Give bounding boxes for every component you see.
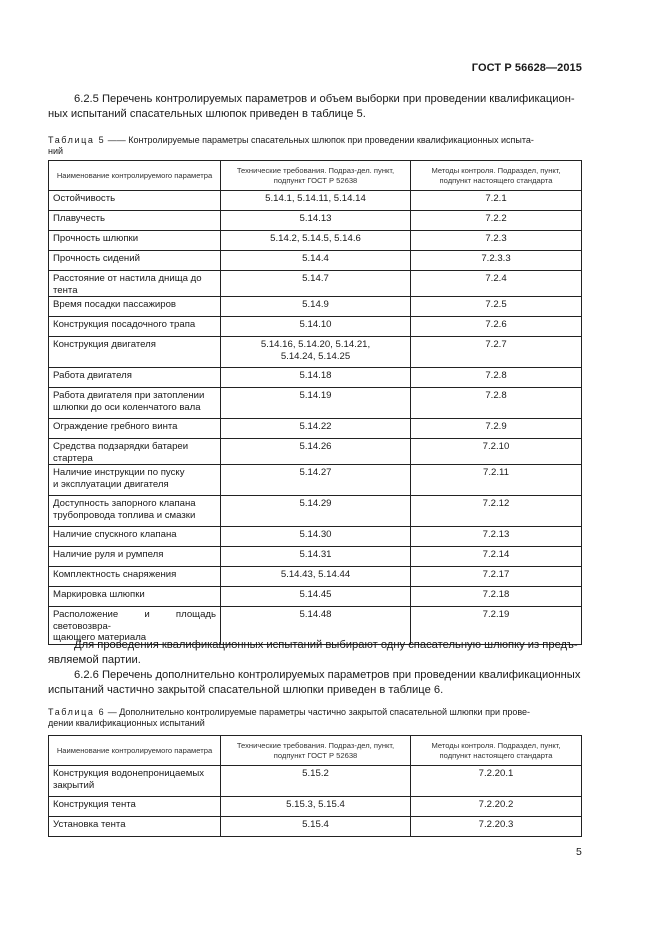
method-cell <box>411 496 582 527</box>
requirements-cell <box>221 567 411 587</box>
param-name-cell <box>49 496 221 527</box>
cell-line: 5.14.13 <box>299 213 332 224</box>
param-name-cell <box>49 527 221 547</box>
requirements-cell <box>221 547 411 567</box>
cell-line: 7.2.3.3 <box>481 253 511 264</box>
method-cell <box>411 337 582 368</box>
table-row <box>49 766 582 797</box>
param-name-cell <box>49 817 221 837</box>
cell-line: 7.2.4 <box>485 273 507 284</box>
param-name-cell <box>49 368 221 388</box>
cell-line: Ограждение гребного винта <box>53 421 178 432</box>
table-6 <box>48 735 582 837</box>
cell-line: 5.14.16, 5.14.20, 5.14.21, <box>260 339 371 350</box>
cell-line: 7.2.18 <box>482 589 510 600</box>
requirements-cell <box>221 817 411 837</box>
table6-header-name: Наименование контролируемого параметра <box>49 736 221 766</box>
method-cell <box>411 797 582 817</box>
method-cell <box>411 251 582 271</box>
cell-line: Средства подзарядки батареи стартера <box>53 441 189 464</box>
param-name-cell <box>49 317 221 337</box>
param-name-cell <box>49 547 221 567</box>
cell-line: Наличие инструкции по пуску <box>53 467 185 478</box>
cell-line: 5.14.27 <box>299 467 332 478</box>
table6-caption: Таблица 6 — Дополнительно контролируемые параметры частично закрытой спасательной шлюпки при прове- дении квалификационных испытаний <box>48 707 531 728</box>
cell-line: Прочность шлюпки <box>53 233 139 244</box>
standard-designation: ГОСТ Р 56628—2015 <box>471 62 582 74</box>
cell-line: 7.2.1 <box>485 193 507 204</box>
table-row <box>49 465 582 496</box>
cell-line: 5.14.9 <box>302 299 329 310</box>
table6-header-methods: Методы контроля. Подраздел, пункт, подпункт настоящего стандарта <box>411 736 582 766</box>
paragraph-6-2-5: 6.2.5 Перечень контролируемых параметров и объем выборки при проведении квалификацион- ных испытаний спасательных шлюпок приведен в таблице 5. <box>48 93 575 120</box>
table6-header-requirements: Технические требования. Подраз-дел, пункт, подпункт ГОСТ Р 52638 <box>221 736 411 766</box>
table-row <box>49 211 582 231</box>
cell-line: 5.14.48 <box>299 609 332 620</box>
paragraph-6-2-6: 6.2.6 Перечень дополнительно контролируемых параметров при проведении квалификационных испытаний частично закрытой спасательной шлюпки приведен в таблице 6. <box>48 669 581 696</box>
cell-line: 5.14.26 <box>299 441 332 452</box>
paragraph-sample-choice: Для проведения квалификационных испытаний выбирают одну спасательную шлюпку из предъ- являемой партии. <box>48 639 578 666</box>
param-name-cell <box>49 567 221 587</box>
cell-line: 5.14.18 <box>299 370 332 381</box>
table-row <box>49 439 582 465</box>
requirements-cell <box>221 388 411 419</box>
param-name-cell <box>49 251 221 271</box>
table5-header-requirements: Технические требования. Подраз-дел. пункт, подпункт ГОСТ Р 52638 <box>221 161 411 191</box>
param-name-cell <box>49 388 221 419</box>
cell-line: шлюпки до оси коленчатого вала <box>53 401 201 413</box>
cell-line: 7.2.19 <box>482 609 510 620</box>
cell-line: 7.2.8 <box>485 390 507 401</box>
cell-line: 5.14.22 <box>299 421 332 432</box>
param-name-cell <box>49 797 221 817</box>
param-name-cell <box>49 297 221 317</box>
cell-line: Комплектность снаряжения <box>53 569 177 580</box>
method-cell <box>411 191 582 211</box>
cell-line: 7.2.8 <box>485 370 507 381</box>
table-row <box>49 419 582 439</box>
cell-line: 7.2.17 <box>482 569 510 580</box>
cell-line: трубопровода топлива и смазки <box>53 509 196 521</box>
table5-header-methods: Методы контроля. Подраздел, пункт, подпункт настоящего стандарта <box>411 161 582 191</box>
param-name-cell <box>49 439 221 465</box>
cell-line: 7.2.20.2 <box>478 799 514 810</box>
cell-line: Конструкция посадочного трапа <box>53 319 196 330</box>
param-name-cell <box>49 465 221 496</box>
param-name-cell <box>49 211 221 231</box>
requirements-cell <box>221 766 411 797</box>
cell-line: Прочность сидений <box>53 253 140 264</box>
cell-line: 7.2.14 <box>482 549 510 560</box>
table-row <box>49 547 582 567</box>
method-cell <box>411 297 582 317</box>
requirements-cell <box>221 368 411 388</box>
table5-caption: Таблица 5 —— Контролируемые параметры спасательных шлюпок при проведении квалификационных испыта- ний <box>48 135 534 156</box>
table-row <box>49 587 582 607</box>
cell-line: Наличие руля и румпеля <box>53 549 164 560</box>
cell-line: 5.15.3, 5.15.4 <box>286 799 345 810</box>
requirements-cell <box>221 797 411 817</box>
method-cell <box>411 317 582 337</box>
cell-line: 7.2.9 <box>485 421 507 432</box>
cell-line: Конструкция тента <box>53 799 136 810</box>
requirements-cell <box>221 419 411 439</box>
requirements-cell <box>221 337 411 368</box>
requirements-cell <box>221 271 411 297</box>
param-name-cell <box>49 271 221 297</box>
cell-line: 7.2.13 <box>482 529 510 540</box>
param-name-cell <box>49 231 221 251</box>
cell-line: 7.2.12 <box>482 498 510 509</box>
requirements-cell <box>221 465 411 496</box>
method-cell <box>411 766 582 797</box>
requirements-cell <box>221 317 411 337</box>
table-row <box>49 527 582 547</box>
table-row <box>49 251 582 271</box>
cell-line: Плавучесть <box>53 213 106 224</box>
table-row <box>49 317 582 337</box>
cell-line: щающего материала <box>53 632 147 643</box>
cell-line: 7.2.5 <box>485 299 507 310</box>
table-row <box>49 388 582 419</box>
method-cell <box>411 465 582 496</box>
table5-header-name: Наименование контролируемого параметра <box>49 161 221 191</box>
param-name-cell <box>49 419 221 439</box>
requirements-cell <box>221 297 411 317</box>
cell-line: и эксплуатации двигателя <box>53 478 169 490</box>
requirements-cell <box>221 496 411 527</box>
cell-line: 5.14.19 <box>299 390 332 401</box>
cell-line: Остойчивость <box>53 193 116 204</box>
cell-line: 5.14.43, 5.14.44 <box>280 569 351 580</box>
cell-line: 7.2.2 <box>485 213 507 224</box>
cell-line: 7.2.20.1 <box>478 768 514 779</box>
requirements-cell <box>221 527 411 547</box>
page-number: 5 <box>576 846 582 858</box>
requirements-cell <box>221 587 411 607</box>
cell-line: 5.15.4 <box>302 819 329 830</box>
cell-line: 5.14.2, 5.14.5, 5.14.6 <box>270 233 361 244</box>
cell-line: 5.14.24, 5.14.25 <box>280 350 351 362</box>
table-row <box>49 337 582 368</box>
table-row <box>49 496 582 527</box>
method-cell <box>411 271 582 297</box>
requirements-cell <box>221 211 411 231</box>
cell-line: закрытий <box>53 779 95 791</box>
method-cell <box>411 817 582 837</box>
cell-line: 7.2.20.3 <box>478 819 514 830</box>
method-cell <box>411 587 582 607</box>
cell-line: Конструкция водонепроницаемых <box>53 768 205 779</box>
method-cell <box>411 527 582 547</box>
method-cell <box>411 211 582 231</box>
cell-line: Расположение и площадь световозвра- <box>53 609 216 632</box>
cell-line: 7.2.7 <box>485 339 507 350</box>
cell-line: Расстояние от настила днища до тента <box>53 273 202 296</box>
table-row <box>49 297 582 317</box>
cell-line: Доступность запорного клапана <box>53 498 196 509</box>
method-cell <box>411 439 582 465</box>
cell-line: Время посадки пассажиров <box>53 299 177 310</box>
cell-line: 5.14.1, 5.14.11, 5.14.14 <box>265 193 366 204</box>
cell-line: Установка тента <box>53 819 126 830</box>
param-name-cell <box>49 587 221 607</box>
cell-line: 7.2.3 <box>485 233 507 244</box>
cell-line: Конструкция двигателя <box>53 339 156 350</box>
cell-line: Маркировка шлюпки <box>53 589 145 600</box>
table-row <box>49 191 582 211</box>
table-row <box>49 797 582 817</box>
method-cell <box>411 231 582 251</box>
cell-line: 7.2.11 <box>483 467 509 478</box>
table-5 <box>48 160 582 645</box>
cell-line: 5.14.45 <box>299 589 332 600</box>
method-cell <box>411 388 582 419</box>
cell-line: 5.14.4 <box>302 253 329 264</box>
table-row <box>49 817 582 837</box>
table-row <box>49 567 582 587</box>
param-name-cell <box>49 766 221 797</box>
table-row <box>49 231 582 251</box>
param-name-cell <box>49 337 221 368</box>
cell-line: 5.15.2 <box>302 768 329 779</box>
cell-line: 5.14.29 <box>299 498 332 509</box>
cell-line: Работа двигателя при затоплении <box>53 390 205 401</box>
requirements-cell <box>221 251 411 271</box>
method-cell <box>411 567 582 587</box>
requirements-cell <box>221 191 411 211</box>
table-row <box>49 368 582 388</box>
method-cell <box>411 547 582 567</box>
method-cell <box>411 419 582 439</box>
cell-line: 5.14.7 <box>302 273 329 284</box>
cell-line: Наличие спускного клапана <box>53 529 177 540</box>
table-row <box>49 271 582 297</box>
method-cell <box>411 368 582 388</box>
cell-line: Работа двигателя <box>53 370 132 381</box>
param-name-cell <box>49 191 221 211</box>
cell-line: 5.14.31 <box>299 549 332 560</box>
cell-line: 5.14.10 <box>299 319 332 330</box>
requirements-cell <box>221 439 411 465</box>
cell-line: 7.2.10 <box>482 441 510 452</box>
cell-line: 7.2.6 <box>485 319 507 330</box>
requirements-cell <box>221 231 411 251</box>
cell-line: 5.14.30 <box>299 529 332 540</box>
